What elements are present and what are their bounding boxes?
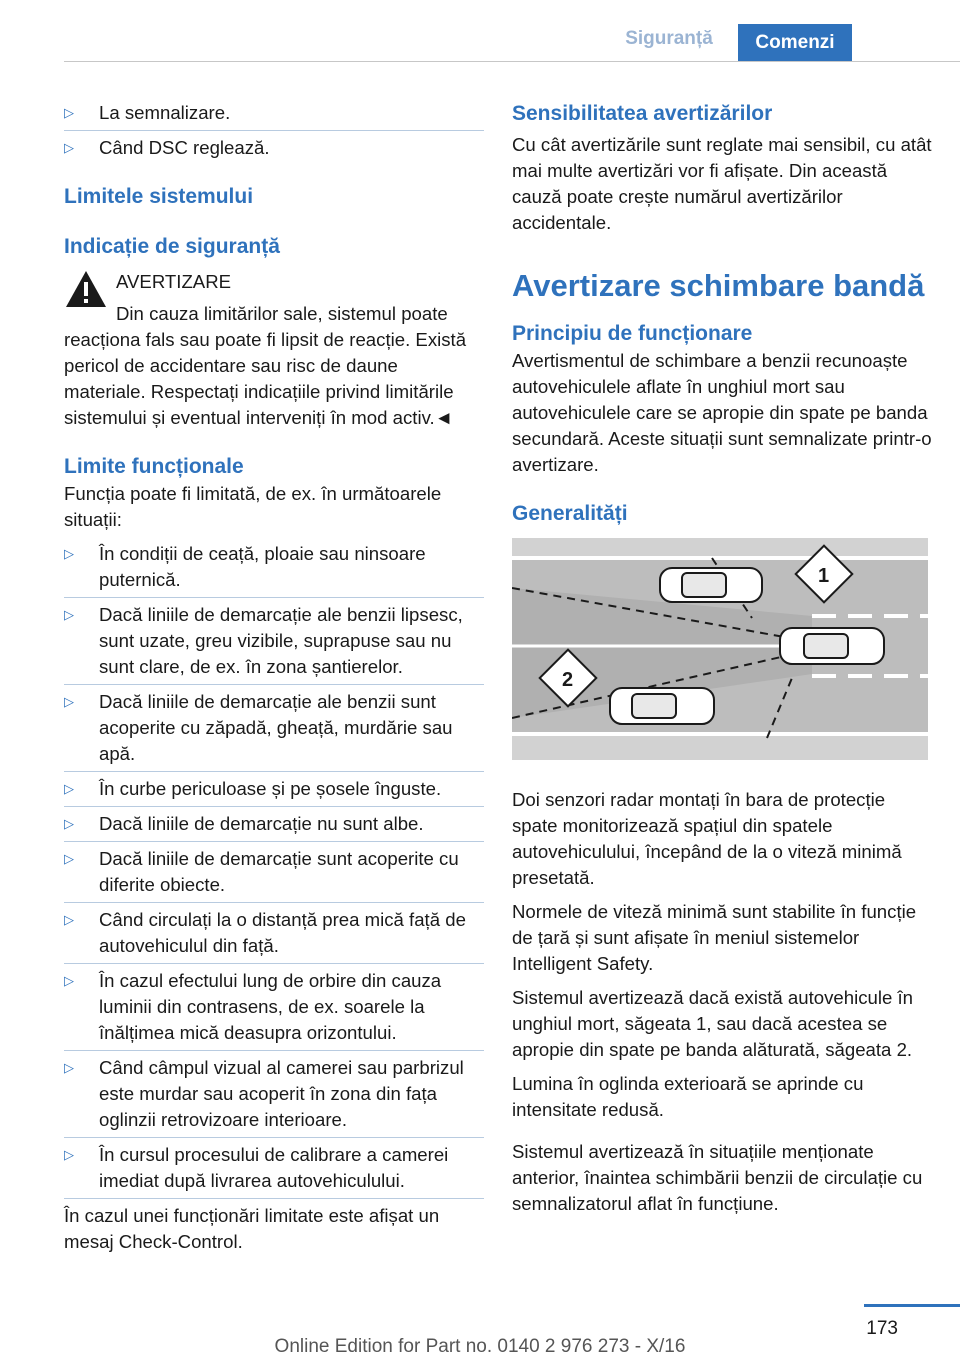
divider [64,771,484,772]
triangle-bullet-icon: ▷ [64,694,74,709]
list-item: ▷ În cazul efectului lung de orbire din cauza luminii din contrasens, de ex. soarele la înălțimea mică deasupra orizontului. [64,970,442,1043]
left-column [64,100,484,1263]
heading-system-limits: Limitele sistemului [64,185,254,208]
paragraph-signal: Sistemul avertizează în situațiile menționate anterior, înaintea schimbării benzii de circulație cu semnalizatorul aflat în funcțiune. [512,1141,923,1214]
heading-safety-note: Indicație de siguranță [64,235,280,258]
divider [64,1137,484,1138]
divider [64,806,484,807]
paragraph-speed: Normele de viteză minimă sunt stabilite în funcție de țară și sunt afișate în meniul sistemelor Intelligent Safety. [512,901,917,974]
list-item: ▷ Dacă liniile de demarcație nu sunt albe. [64,811,484,837]
arrow-label-1: 1 [818,565,830,587]
sensitivity-text: Cu cât avertizările sunt reglate mai sensibil, cu atât mai multe avertizări vor fi afișate. Din această cauză poate crește numărul avertizărilor accidentale. [512,134,932,233]
functional-intro: Funcția poate fi limitată, de ex. în următoarele situații: [64,483,442,530]
heading-general: Generalități [512,502,628,525]
triangle-bullet-icon: ▷ [64,546,74,561]
triangle-bullet-icon: ▷ [64,816,74,831]
list-item: ▷ În curbe periculoase și pe șosele înguste. [64,776,484,802]
triangle-bullet-icon: ▷ [64,912,74,927]
right-column [512,100,932,1225]
lane-change-diagram [512,538,928,760]
heading-principle: Principiu de funcționare [512,322,753,345]
divider [64,963,484,964]
divider [64,597,484,598]
list-item: ▷ La semnalizare. [64,100,484,126]
list-item: ▷ Dacă liniile de demarcație ale benzii lipsesc, sunt uzate, greu vizibile, suprapuse sau nu sunt clare, de ex. în zona șantierelor. [64,604,463,677]
list-item: ▷ Când câmpul vizual al camerei sau parbrizul este murdar sau acoperit în zona din fața oglinzii retrovizoare interioare. [64,1057,464,1130]
paragraph-warning: Sistemul avertizează dacă există autovehicule în unghiul mort, săgeata 1, sau dacă acestea se apropie din spate pe banda alăturată, săgeata 2. [512,987,914,1060]
list-item: ▷ Dacă liniile de demarcație ale benzii sunt acoperite cu zăpadă, gheață, murdărie sau apă. [64,691,453,764]
header-tab-comenzi[interactable]: Comenzi [738,24,852,61]
closing-text: În cazul unei funcționări limitate este afișat un mesaj Check-Control. [64,1205,440,1252]
page-number: 173 [866,1318,898,1339]
list-item: ▷ Când DSC reglează. [64,135,484,161]
heading-lane-change-warning: Avertizare schimbare bandă [512,268,925,303]
divider [64,130,484,131]
list-item: ▷ În cursul procesului de calibrare a camerei imediat după livrarea autovehiculului. [64,1144,449,1191]
principle-text: Avertismentul de schimbare a benzii recunoaște autovehiculele aflate în unghiul mort sau autovehiculele care se apropie din spate pe banda secundară. Aceste situații sunt semnalizate printr-o avertizare. [512,350,932,475]
warning-block [64,269,484,295]
footer-rule [864,1304,960,1307]
list-item: ▷ Când circulați la o distanță prea mică față de autovehiculul din față. [64,909,466,956]
divider [64,684,484,685]
heading-functional-limits: Limite funcționale [64,455,244,478]
edition-line: Online Edition for Part no. 0140 2 976 273 - X/16 [274,1336,686,1357]
warning-icon [64,269,108,309]
triangle-bullet-icon: ▷ [64,973,74,988]
car-middle [780,628,884,664]
triangle-bullet-icon: ▷ [64,105,74,120]
triangle-bullet-icon: ▷ [64,781,74,796]
paragraph-mirror-light: Lumina în oglinda exterioară se aprinde cu intensitate redusă. [512,1073,864,1120]
list-item: ▷ În condiții de ceață, ploaie sau ninsoare puternică. [64,543,426,590]
car-top [660,568,762,602]
warning-label: AVERTIZARE [116,271,232,292]
header-section: Siguranță [625,28,713,49]
list-item: ▷ Dacă liniile de demarcație sunt acoperite cu diferite obiecte. [64,848,459,895]
paragraph-radar: Doi senzori radar montați în bara de protecție spate monitorizează spațiul din spatele autovehiculului, începând de la o viteză minimă presetată. [512,789,902,888]
header-rule [64,61,960,62]
car-bottom [610,688,714,724]
triangle-bullet-icon: ▷ [64,140,74,155]
triangle-bullet-icon: ▷ [64,607,74,622]
divider [64,1198,484,1199]
arrow-label-2: 2 [562,669,574,691]
divider [64,902,484,903]
divider [64,841,484,842]
warning-text: Din cauza limitărilor sale, sistemul poate reacționa fals sau poate fi lipsit de reacție. Există pericol de accidentare sau risc de daune materiale. Respectați indicațiile privind limitările sistemului și eventual interveniți în mod activ.◄ [64,303,467,428]
triangle-bullet-icon: ▷ [64,1060,74,1075]
heading-sensitivity: Sensibilitatea avertizărilor [512,102,773,125]
divider [64,1050,484,1051]
triangle-bullet-icon: ▷ [64,851,74,866]
triangle-bullet-icon: ▷ [64,1147,74,1162]
